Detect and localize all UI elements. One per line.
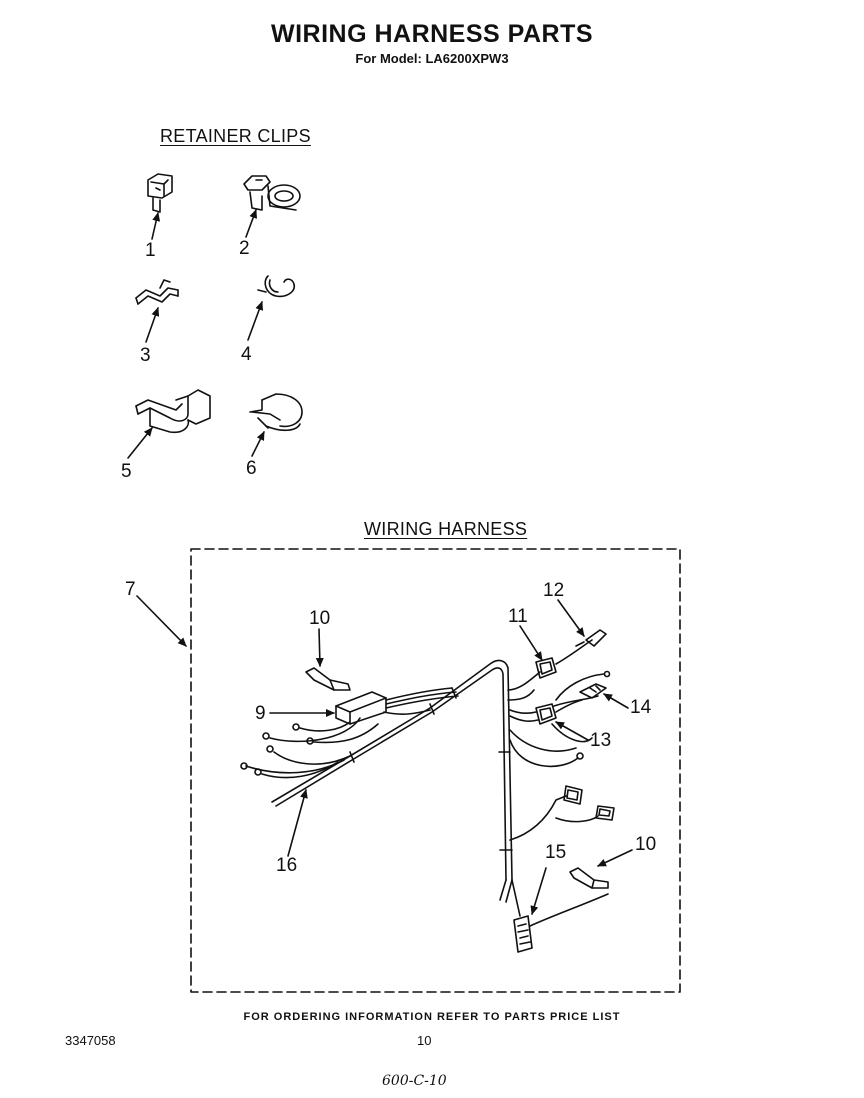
leader-6 <box>252 432 264 456</box>
retainer-clip-1 <box>148 174 172 212</box>
wiring-harness-bundle <box>241 630 614 952</box>
leader-5 <box>128 428 152 458</box>
handwritten-note: 600-C-10 <box>382 1073 447 1089</box>
leader-10-upper <box>319 629 320 666</box>
callout-2: 2 <box>239 238 250 259</box>
callout-15: 15 <box>545 842 567 863</box>
leader-16 <box>288 790 306 856</box>
leader-4 <box>248 302 262 340</box>
document-number: 3347058 <box>65 1033 116 1048</box>
retainer-clip-6 <box>250 394 302 430</box>
leader-11 <box>520 626 542 660</box>
leader-2 <box>246 210 256 237</box>
callout-3: 3 <box>140 345 151 366</box>
page-title: WIRING HARNESS PARTS <box>270 20 594 48</box>
callout-6: 6 <box>246 458 257 479</box>
leader-12 <box>558 600 584 636</box>
callout-7: 7 <box>125 579 136 600</box>
retainer-clip-4 <box>258 276 294 296</box>
callout-9: 9 <box>255 703 266 724</box>
model-subtitle: For Model: LA6200XPW3 <box>355 51 509 66</box>
callout-5: 5 <box>121 461 132 482</box>
leader-10-lower <box>598 850 632 866</box>
leader-13 <box>556 722 588 740</box>
page-number: 10 <box>417 1033 432 1048</box>
callout-4: 4 <box>241 344 252 365</box>
callout-16: 16 <box>276 855 298 876</box>
ordering-note: FOR ORDERING INFORMATION REFER TO PARTS PRICE LIST <box>243 1011 621 1023</box>
callout-12: 12 <box>543 580 565 601</box>
retainer-clip-3 <box>136 280 178 304</box>
leader-15 <box>532 868 546 914</box>
callout-1: 1 <box>145 240 156 261</box>
callout-10-upper: 10 <box>309 608 331 629</box>
callout-13: 13 <box>590 730 612 751</box>
retainer-clip-5 <box>136 390 210 432</box>
callout-10-lower: 10 <box>635 834 657 855</box>
leader-7 <box>137 596 186 646</box>
retainer-clips-heading: RETAINER CLIPS <box>160 126 311 146</box>
retainer-clip-2 <box>244 176 300 210</box>
leader-3 <box>146 308 158 342</box>
wiring-harness-heading: WIRING HARNESS <box>364 519 528 539</box>
leader-1 <box>152 213 158 239</box>
leader-14 <box>604 694 628 708</box>
callout-11: 11 <box>508 606 528 627</box>
callout-14: 14 <box>630 697 652 718</box>
